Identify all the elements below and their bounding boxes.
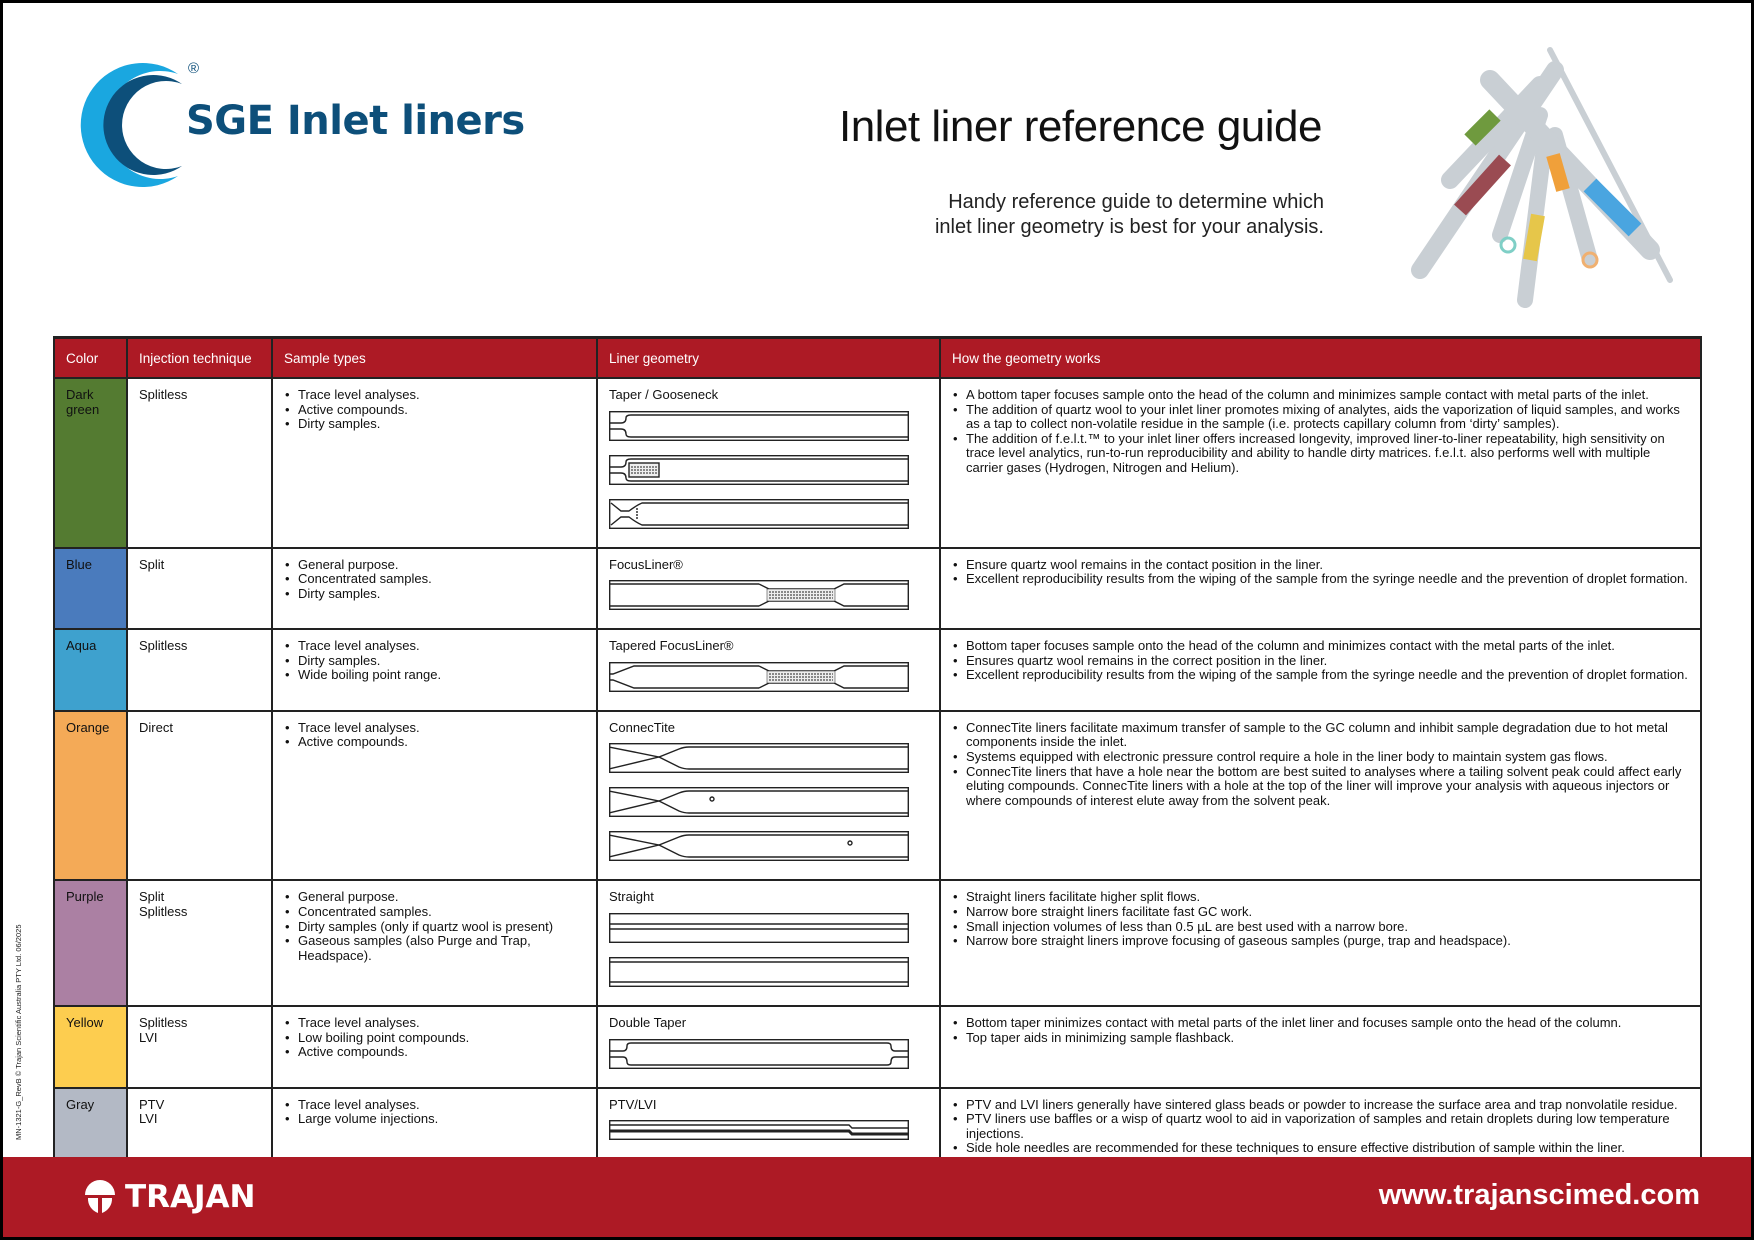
- liner-diagram-taper: [609, 411, 909, 441]
- table-row: [54, 378, 1701, 548]
- list-item: • Low boiling point compounds.: [298, 1031, 585, 1046]
- technique: Direct: [139, 719, 173, 735]
- liner-diagram-gooseneck-felt: [609, 499, 909, 529]
- list-item: • General purpose.: [298, 890, 585, 905]
- list-item: • Trace level analyses.: [298, 388, 585, 403]
- registered-mark: ®: [188, 60, 200, 77]
- sample-types-list: [284, 721, 585, 750]
- list-item: • Concentrated samples.: [298, 905, 585, 920]
- liner-diagram-connectite-hole-bottom: [609, 831, 909, 861]
- table-row: [54, 548, 1701, 630]
- list-item: • PTV liners use baffles or a wisp of quartz wool to aid in vaporization of samples and retain droplets during low temperature injections.: [966, 1112, 1689, 1141]
- injection-technique-cell: [127, 548, 272, 630]
- list-item: • The addition of quartz wool to your inlet liner promotes mixing of analytes, aids the vaporization of liquid samples, and works as a tap to collect non-volatile residue in the sample (i.e. protects capillary column from ‘dirty’ samples).: [966, 403, 1689, 432]
- color-cell: Aqua: [54, 629, 127, 711]
- list-item: • Active compounds.: [298, 735, 585, 750]
- injection-technique-cell: [127, 378, 272, 548]
- sample-types-list: [284, 890, 585, 963]
- sample-types-list: [284, 388, 585, 432]
- sample-types-cell: [272, 880, 597, 1006]
- injection-technique-cell: [127, 1006, 272, 1088]
- trajan-t-icon: [83, 1180, 117, 1214]
- liner-geometry-cell: [597, 880, 940, 1006]
- list-item: • Bottom taper focuses sample onto the head of the column and minimizes contact with the metal parts of the inlet.: [966, 639, 1689, 654]
- how-list: [952, 721, 1689, 809]
- list-item: • General purpose.: [298, 558, 585, 573]
- page-title: Inlet liner reference guide: [838, 102, 1322, 151]
- technique: Split: [139, 556, 165, 572]
- list-item: • Straight liners facilitate higher split flows.: [966, 890, 1689, 905]
- geometry-name: Tapered FocusLiner®: [609, 638, 734, 654]
- table-header-row: [54, 338, 1701, 379]
- list-item: • A bottom taper focuses sample onto the head of the column and minimizes sample contact with metal parts of the inlet.: [966, 388, 1689, 403]
- how-list: [952, 890, 1689, 948]
- sample-types-cell: [272, 1006, 597, 1088]
- liners-photo: [1390, 20, 1710, 310]
- reference-table: [53, 336, 1702, 1181]
- list-item: • Trace level analyses.: [298, 721, 585, 736]
- how-geometry-works-cell: [940, 1006, 1701, 1088]
- technique: LVI: [139, 1029, 158, 1045]
- orange-liner: [1553, 155, 1563, 190]
- injection-technique-cell: [127, 880, 272, 1006]
- table-row: [54, 711, 1701, 881]
- list-item: • Dirty samples (only if quartz wool is present): [298, 920, 585, 935]
- how-list: [952, 639, 1689, 683]
- how-list: [952, 388, 1689, 476]
- list-item: • The addition of f.e.l.t.™ to your inlet liner offers increased longevity, improved liner-to-liner repeatability, high sensitivity on trace level analytics, run-to-run reproducibility and ability to handle dirty matrices. f.e.l.t. also performs well with multiple carrier gases (Hydrogen, Nitrogen and Helium).: [966, 432, 1689, 476]
- list-item: • Trace level analyses.: [298, 1016, 585, 1031]
- list-item: • Concentrated samples.: [298, 572, 585, 587]
- liner-diagram-double-taper: [609, 1039, 909, 1069]
- col-header-sample-types: Sample types: [272, 338, 597, 379]
- technique: Splitless: [139, 638, 188, 654]
- list-item: • Dirty samples.: [298, 587, 585, 602]
- trajan-brand: TRAJAN: [125, 1179, 256, 1215]
- subtitle-line-2: inlet liner geometry is best for your analysis.: [934, 216, 1324, 238]
- yellow-liner: [1530, 215, 1538, 260]
- color-cell: Yellow: [54, 1006, 127, 1088]
- how-geometry-works-cell: [940, 378, 1701, 548]
- liner-diagram-ptv: [609, 1120, 909, 1140]
- color-cell: Orange: [54, 711, 127, 881]
- sge-ring-icon: [78, 60, 198, 190]
- sample-types-cell: [272, 711, 597, 881]
- subtitle-line-1: Handy reference guide to determine which: [948, 191, 1324, 213]
- col-header-injection: Injection technique: [127, 338, 272, 379]
- col-header-how: How the geometry works: [940, 338, 1701, 379]
- liner-diagram-connectite-hole-top: [609, 787, 909, 817]
- list-item: • Narrow bore straight liners improve focusing of gaseous samples (purge, trap and headspace).: [966, 934, 1689, 949]
- list-item: • Large volume injections.: [298, 1112, 585, 1127]
- how-geometry-works-cell: [940, 711, 1701, 881]
- list-item: • Dirty samples.: [298, 417, 585, 432]
- list-item: • Ensures quartz wool remains in the correct position in the liner.: [966, 654, 1689, 669]
- technique: Split: [139, 889, 165, 905]
- geometry-name: Straight: [609, 889, 654, 905]
- liner-geometry-cell: [597, 629, 940, 711]
- list-item: • Dirty samples.: [298, 654, 585, 669]
- col-header-geometry: Liner geometry: [597, 338, 940, 379]
- injection-technique-cell: [127, 711, 272, 881]
- list-item: • ConnecTite liners that have a hole near the bottom are best suited to analyses where a tailing solvent peak could affect early eluting compounds. ConnecTite liners with a hole at the top of the liner will improve your analysis with aqueous injectors or where compounds of interest elute away from the solvent peak.: [966, 765, 1689, 809]
- list-item: • Narrow bore straight liners facilitate fast GC work.: [966, 905, 1689, 920]
- injection-technique-cell: [127, 629, 272, 711]
- liner-diagram-straight-narrow: [609, 913, 909, 943]
- geometry-name: ConnecTite: [609, 719, 675, 735]
- liner-geometry-cell: [597, 711, 940, 881]
- document-code: MN-1321-G_RevB © Trajan Scientific Australia PTY Ltd. 06/2025: [14, 924, 23, 1140]
- sample-types-list: [284, 558, 585, 602]
- list-item: • Active compounds.: [298, 1045, 585, 1060]
- technique: PTV: [139, 1096, 165, 1112]
- list-item: • Side hole needles are recommended for these techniques to ensure effective distribution of sample within the liner.: [966, 1141, 1689, 1156]
- liner-diagram-focusliner: [609, 580, 909, 610]
- list-item: • Active compounds.: [298, 403, 585, 418]
- color-cell: Purple: [54, 880, 127, 1006]
- sge-logo: [78, 60, 525, 190]
- liner-geometry-cell: [597, 378, 940, 548]
- liner-geometry-cell: [597, 1006, 940, 1088]
- how-geometry-works-cell: [940, 880, 1701, 1006]
- sample-types-list: [284, 639, 585, 683]
- page-subtitle: [935, 190, 1324, 240]
- geometry-name: PTV/LVI: [609, 1096, 657, 1112]
- list-item: • ConnecTite liners facilitate maximum transfer of sample to the GC column and inhibit sample degradation due to hot metal components inside the inlet.: [966, 721, 1689, 750]
- footer-band: [3, 1157, 1751, 1237]
- list-item: • PTV and LVI liners generally have sintered glass beads or powder to increase the surface area and trap nonvolatile residue.: [966, 1098, 1689, 1113]
- list-item: • Trace level analyses.: [298, 1098, 585, 1113]
- list-item: • Small injection volumes of less than 0.5 µL are best used with a narrow bore.: [966, 920, 1689, 935]
- geometry-name: FocusLiner®: [609, 556, 683, 572]
- sample-types-cell: [272, 378, 597, 548]
- list-item: • Systems equipped with electronic pressure control require a hole in the liner body to maintain system gas flows.: [966, 750, 1689, 765]
- table-row: [54, 880, 1701, 1006]
- sample-types-list: [284, 1098, 585, 1127]
- sample-types-cell: [272, 548, 597, 630]
- liner-diagram-connectite: [609, 743, 909, 773]
- how-geometry-works-cell: [940, 629, 1701, 711]
- technique: Splitless: [139, 903, 188, 919]
- trajan-logo: [83, 1179, 255, 1215]
- table-row: [54, 1006, 1701, 1088]
- color-cell: Dark green: [54, 378, 127, 548]
- website-link[interactable]: www.trajanscimed.com: [1378, 1179, 1700, 1211]
- geometry-name: Double Taper: [609, 1014, 687, 1030]
- logo-text: SGE Inlet liners: [186, 98, 525, 144]
- list-item: • Top taper aids in minimizing sample flashback.: [966, 1031, 1689, 1046]
- table-row: [54, 629, 1701, 711]
- list-item: • Trace level analyses.: [298, 639, 585, 654]
- how-list: [952, 1098, 1689, 1156]
- list-item: • Bottom taper minimizes contact with metal parts of the inlet liner and focuses sample onto the head of the column.: [966, 1016, 1689, 1031]
- list-item: • Gaseous samples (also Purge and Trap, Headspace).: [298, 934, 585, 963]
- how-list: [952, 558, 1689, 587]
- technique: Splitless: [139, 387, 188, 402]
- color-cell: Gray: [54, 1088, 127, 1180]
- how-list: [952, 1016, 1689, 1045]
- list-item: • Wide boiling point range.: [298, 668, 585, 683]
- liner-diagram-tapered-focusliner: [609, 662, 909, 692]
- col-header-color: Color: [54, 338, 127, 379]
- list-item: • Excellent reproducibility results from the wiping of the sample from the syringe needle and the prevention of droplet formation.: [966, 668, 1689, 683]
- liner-diagram-taper-wool: [609, 455, 909, 485]
- technique: Splitless: [139, 1014, 188, 1030]
- how-geometry-works-cell: [940, 548, 1701, 630]
- color-cell: Blue: [54, 548, 127, 630]
- liner-geometry-cell: [597, 548, 940, 630]
- geometry-name: Taper / Gooseneck: [609, 387, 719, 402]
- liner-diagram-straight-wide: [609, 957, 909, 987]
- technique: LVI: [139, 1111, 158, 1127]
- list-item: • Ensure quartz wool remains in the contact position in the liner.: [966, 558, 1689, 573]
- list-item: • Excellent reproducibility results from the wiping of the sample from the syringe needle and the prevention of droplet formation.: [966, 572, 1689, 587]
- sample-types-cell: [272, 629, 597, 711]
- sample-types-list: [284, 1016, 585, 1060]
